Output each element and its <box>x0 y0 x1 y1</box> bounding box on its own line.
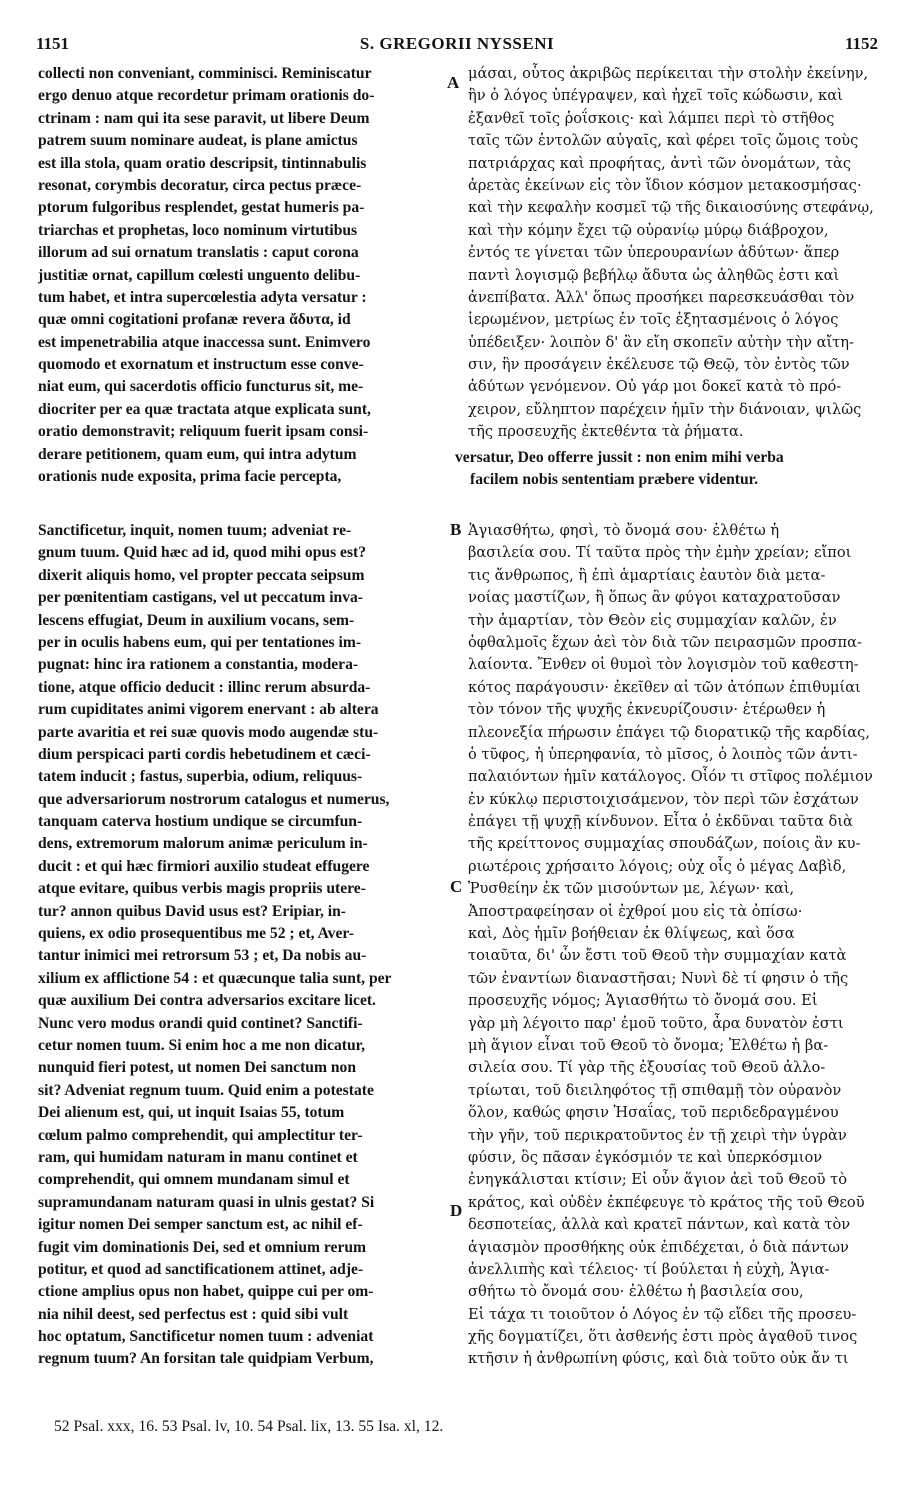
right-page-number: 1152 <box>844 34 878 53</box>
text-line: πατριάρχας καὶ προφήτας, ἀντὶ τῶν ὀνομάτων, τὰς <box>468 154 852 172</box>
text-line: que adversariorum nostrorum catalogus et numerus, <box>38 790 390 808</box>
text-line: ducit : et qui hæc firmiori auxilio studeat effugere <box>38 857 370 875</box>
text-line: per pœnitentiam castigans, vel ut peccatum inva- <box>38 589 364 607</box>
text-line: τῆς προσευχῆς ἐκτεθέντα τὰ ῥήματα. <box>468 423 744 441</box>
text-line: Ἁγιασθήτω, φησὶ, τὸ ὄνομά σου· ἐλθέτω ἡ <box>468 522 780 539</box>
text-line: τὴν ἁμαρτίαν, τὸν Θεὸν εἰς συμμαχίαν καλῶν, ἐν <box>468 611 837 629</box>
text-line: ἀνελλιπὴς καὶ τέλειος· τί βούλεται ἡ εὐχὴ, Ἁγια- <box>468 1260 830 1278</box>
text-line: γὰρ μὴ λέγοιτο παρ' ἐμοῦ τοῦτο, ἆρα δυνατὸν ἐστι <box>468 1014 844 1032</box>
text-line: quiens, ex odio prosequentibus me 52 ; et, Aver- <box>38 925 354 943</box>
text-line: νοίας μαστίζων, ἢ ὅπως ἂν φύγοι καταχρατοῦσαν <box>468 589 841 607</box>
text-line: ὑπέδειξεν· λοιπὸν δ' ἂν εἴη σκοπεῖν αὐτὴν τὴν αἴτη- <box>468 333 854 351</box>
text-line: potitur, et quod ad sanctificationem attinet, adje- <box>38 1260 364 1278</box>
text-line: τρίωται, τοῦ διειληφότος τῇ σπιθαμῇ τὸν οὐρανὸν <box>468 1081 842 1099</box>
text-line: φύσιν, ὃς πᾶσαν ἐγκόσμιόν τε καὶ ὑπερκόσμιον <box>468 1148 823 1166</box>
text-line: fugit vim dominationis Dei, sed et omnium rerum <box>38 1238 367 1256</box>
text-line: σθήτω τὸ ὄνομά σου· ἐλθέτω ἡ βασιλεία σου, <box>468 1283 804 1301</box>
text-line: καὶ, Δὸς ἡμῖν βοήθειαν ἐκ θλίψεως, καὶ ὅσα <box>468 925 795 943</box>
text-line: supramundanam naturam quasi in ulnis gestat? Si <box>38 1193 375 1211</box>
latin-column-top <box>38 63 443 488</box>
running-title: S. GREGORII NYSSENI <box>359 34 555 53</box>
text-line: est impenetrabilia atque inaccessa sunt. Enimvero <box>38 333 371 351</box>
text-line: ἀνεπίβατα. Ἀλλ' ὅπως προσήκει παρεσκευάσθαι τὸν <box>468 288 855 306</box>
text-line: Dei alienum est, qui, ut inquit Isaias 55, totum <box>38 1104 345 1122</box>
text-line: parte avaritia et rei suæ quovis modo augendæ stu- <box>38 723 379 741</box>
text-line: κτῆσιν ἡ ἀνθρωπίνη φύσις, καὶ διὰ τοῦτο οὐκ ἄν τι <box>468 1350 849 1368</box>
text-line: ὁ τῦφος, ἡ ὑπερηφανία, τὸ μῖσος, ὁ λοιπὸς τῶν ἀντι- <box>468 745 858 763</box>
text-line: καὶ τὴν κεφαλὴν κοσμεῖ τῷ τῆς δικαιοσύνης στεφάνῳ, <box>468 199 874 217</box>
text-line: τοιαῦτα, δι' ὧν ἔστι τοῦ Θεοῦ τὴν συμμαχίαν κατὰ <box>468 947 847 965</box>
text-line: sit? Adveniat regnum tuum. Quid enim a potestate <box>38 1081 374 1099</box>
text-line: tatem inducit ; fastus, superbia, odium, reliquus- <box>38 768 363 786</box>
text-line: τῆς κρείττονος συμμαχίας σπουδάζων, ποίοις ἂν κυ- <box>468 835 861 853</box>
text-line: καὶ τὴν κόμην ἔχει τῷ οὐρανίῳ μύρῳ διάβροχον, <box>468 221 829 239</box>
text-line: προσευχῆς νόμος; Ἁγιασθήτω τὸ ὄνομά σου. Εἰ <box>468 992 818 1010</box>
text-line: ταῖς τῶν ἐντολῶν αὐγαῖς, καὶ φέρει τοῖς ὤμοις τοὺς <box>468 132 859 150</box>
text-line: hoc optatum, Sanctificetur nomen tuum : adveniat <box>38 1328 374 1346</box>
text-line: per in oculis habens eum, qui per tentationes im- <box>38 633 362 651</box>
text-line: Sanctificetur, inquit, nomen tuum; adveniat re- <box>38 522 352 539</box>
text-line: dixerit aliquis homo, vel propter peccata seipsum <box>38 566 365 584</box>
text-line: quæ omni cogitationi profanæ revera ἄδυτα, id <box>38 311 351 329</box>
text-line: Εἰ τάχα τι τοιοῦτον ὁ Λόγος ἐν τῷ εἴδει τῆς προσευ- <box>468 1305 857 1323</box>
text-line: dium perspicaci parti cordis hebetudinem et cæci- <box>38 745 371 763</box>
text-line: nia nihil deest, sed perfectus est : quid sibi vult <box>38 1305 349 1323</box>
text-line: Ῥυσθείην ἐκ τῶν μισούντων με, λέγων· καὶ, <box>468 880 795 898</box>
text-line: niat eum, qui sacerdotis officio functurus sit, me- <box>38 378 364 396</box>
text-line: τῶν ἐναντίων διαναστῆσαι; Νυνὶ δὲ τί φησιν ὁ τῆς <box>468 969 849 987</box>
text-line: ἐνηγκάλισται κτίσιν; Εἰ οὖν ἅγιον ἀεὶ τοῦ Θεοῦ τὸ <box>468 1171 848 1189</box>
text-line: ptorum fulgoribus resplendet, gestat humeris pa- <box>38 199 365 217</box>
text-line: triarchas et prophetas, loco nominum virtutibus <box>38 221 358 239</box>
left-page-number: 1151 <box>36 34 70 53</box>
greek-column-main <box>468 520 878 1371</box>
text-line: ctione amplius opus non habet, quippe cui per om- <box>38 1283 374 1301</box>
text-line: χῆς δογματίζει, ὅτι ἀσθενής ἐστι πρὸς ἀγαθοῦ τινος <box>468 1328 858 1346</box>
text-line: justitiæ ornat, capillum cœlesti unguento delibu- <box>38 266 361 284</box>
text-line: ἐν κύκλῳ περιστοιχισάμενον, τὸν περὶ τῶν ἐσχάτων <box>468 790 859 808</box>
text-line: collecti non conveniant, comminisci. Reminiscatur <box>38 65 372 82</box>
text-line: tur? annon quibus David usus est? Eripiar, in- <box>38 902 346 920</box>
greek-column-top <box>468 63 878 444</box>
text-line: μὴ ἅγιον εἶναι τοῦ Θεοῦ τὸ ὄνομα; Ἐλθέτω ἡ βα- <box>468 1036 829 1054</box>
text-line: βασιλεία σου. Τί ταῦτα πρὸς τὴν ἐμὴν χρείαν; εἴποι <box>468 544 852 562</box>
text-line: παντὶ λογισμῷ βεβήλῳ ἄδυτα ὡς ἀληθῶς ἐστι καὶ <box>468 266 840 284</box>
text-line: ram, qui humidam naturam in manu continet et <box>38 1148 358 1166</box>
text-line: ἁγιασμὸν προσθήκης οὐκ ἐπιδέχεται, ὁ διὰ πάντων <box>468 1238 849 1256</box>
latin-column-main <box>38 520 443 1371</box>
text-line: ριωτέροις χρήσαιτο λόγοις; οὐχ οἷς ὁ μέγας Δαβὶδ, <box>468 857 847 875</box>
text-line: cetur nomen tuum. Si enim hoc a me non dicatur, <box>38 1036 366 1054</box>
text-line: κότος παράγουσιν· ἐκεῖθεν αἱ τῶν ἀτόπων ἐπιθυμίαι <box>468 678 861 696</box>
text-line: Nunc vero modus orandi quid continet? Sanctifi- <box>38 1014 363 1032</box>
text-line: quæ auxilium Dei contra adversarios excitare licet. <box>38 992 376 1010</box>
text-line: gnum tuum. Quid hæc ad id, quod mihi opus est? <box>38 544 367 562</box>
text-line: cœlum palmo comprehendit, qui amplectitur ter- <box>38 1126 363 1144</box>
section-marker-d: D <box>450 1201 463 1220</box>
text-line: igitur nomen Dei semper sanctum est, ac nihil ef- <box>38 1216 363 1234</box>
text-line: δεσποτείας, ἀλλὰ καὶ κρατεῖ πάντων, καὶ κατὰ τὸν <box>468 1216 851 1234</box>
text-line: patrem suum nominare audeat, is plane amictus <box>38 132 358 150</box>
text-line: xilium ex afflictione 54 : et quæcunque talia sunt, per <box>38 969 392 987</box>
text-line: ἣν ὁ λόγος ὑπέγραψεν, καὶ ἠχεῖ τοῖς κώδωσιν, καὶ <box>468 87 843 105</box>
text-line: tione, atque officio deducit : illinc rerum absurda- <box>38 678 371 696</box>
text-line: tum habet, et intra supercœlestia adyta versatur : <box>38 288 367 306</box>
text-line: diocriter per ea quæ tractata atque explicata sunt, <box>38 400 371 418</box>
text-line: κράτος, καὶ οὐδὲν ἐκπέφευγε τὸ κράτος τῆς τοῦ Θεοῦ <box>468 1193 865 1211</box>
text-line: atque evitare, quibus verbis magis propriis utere- <box>38 880 366 898</box>
text-line: orationis nude exposita, prima facie percepta, <box>38 468 342 486</box>
text-line: illorum ad sui ornatum translatis : caput corona <box>38 244 359 262</box>
text-line: τὴν γῆν, τοῦ περικρατοῦντος ἐν τῇ χειρὶ τὴν ὑγρὰν <box>468 1126 847 1144</box>
text-line: ergo denuo atque recordetur primam orationis do- <box>38 87 375 105</box>
text-line: ὀφθαλμοῖς ἔχων ἀεὶ τὸν διὰ τῶν πειρασμῶν προσπα- <box>468 633 862 651</box>
text-line: resonat, corymbis decoratur, circa pectus præce- <box>38 176 362 194</box>
page-header <box>36 34 878 58</box>
latin-continuation-line-2: facilem nobis sententiam præbere videntur. <box>470 471 759 488</box>
section-marker-a: A <box>447 73 460 92</box>
text-line: ἐντός τε γίνεται τῶν ὑπερουρανίων ἀδύτων· ἅπερ <box>468 244 840 262</box>
text-line: regnum tuum? An forsitan tale quidpiam Verbum, <box>38 1350 374 1368</box>
text-line: tantur inimici mei retrorsum 53 ; et, Da nobis au- <box>38 947 367 965</box>
text-line: σιλεία σου. Τί γὰρ τῆς ἐξουσίας τοῦ Θεοῦ ἀλλο- <box>468 1059 826 1077</box>
text-line: rum cupiditates animi vigorem enervant : ab altera <box>38 701 379 719</box>
text-line: λαίοντα. Ἔνθεν οἱ θυμοὶ τὸν λογισμὸν τοῦ καθεστη- <box>468 656 859 674</box>
text-line: dens, extremorum malorum animæ periculum in- <box>38 835 368 853</box>
section-marker-b: B <box>450 520 462 539</box>
text-line: oratio demonstravit; reliquum fuerit ipsam consi- <box>38 423 369 441</box>
text-line: τις ἄνθρωπος, ἢ ἐπὶ ἁμαρτίαις ἑαυτὸν διὰ μετα- <box>468 566 826 584</box>
latin-continuation-line-1: versatur, Deo offerre jussit : non enim mihi verba <box>455 449 784 466</box>
text-line: derare petitionem, quam eum, qui intra adytum <box>38 445 357 463</box>
text-line: ἀδύτων γενόμενον. Οὐ γάρ μοι δοκεῖ κατὰ τὸ πρό- <box>468 378 842 396</box>
text-line: ἱερωμένον, μετρίως ἐν τοῖς ἐξητασμένοις ὁ λόγος <box>468 311 839 329</box>
text-line: quomodo et exornatum et instructum esse conve- <box>38 356 364 374</box>
text-line: lescens effugiat, Deum in auxilium vocans, sem- <box>38 611 355 629</box>
text-line: χειρον, εὔληπτον παρέχειν ἡμῖν τὴν διάνοιαν, ψιλῶς <box>468 400 862 418</box>
text-line: τὸν τόνον τῆς ψυχῆς ἐκνευρίζουσιν· ἑτέρωθεν ἡ <box>468 701 826 719</box>
text-line: ὅλον, καθώς φησιν Ἡσαΐας, τοῦ περιδεδραγμένου <box>468 1104 839 1122</box>
text-line: παλαιόντων ἡμῖν κατάλογος. Οἷόν τι στῖφος πολέμιον <box>468 768 873 786</box>
text-line: ἐπάγει τῇ ψυχῇ κίνδυνον. Εἶτα ὁ ἐκδῦναι ταῦτα διὰ <box>468 813 853 831</box>
section-marker-c: C <box>450 877 463 896</box>
text-line: tanquam caterva hostium undique se circumfun- <box>38 813 363 831</box>
footnotes: 52 Psal. xxx, 16. 53 Psal. lv, 10. 54 Psal. lix, 13. 55 Isa. xl, 12. <box>54 1418 444 1435</box>
text-line: ctrinam : nam qui ita sese paravit, ut libere Deum <box>38 109 370 127</box>
text-line: comprehendit, qui omnem mundanam simul et <box>38 1171 350 1189</box>
text-line: μάσαι, οὗτος ἀκριβῶς περίκειται τὴν στολὴν ἐκείνην, <box>468 65 869 82</box>
text-line: ἐξανθεῖ τοῖς ῥοΐσκοις· καὶ λάμπει περὶ τὸ στῆθος <box>468 109 835 127</box>
text-line: πλεονεξία πήρωσιν ἐπάγει τῷ διορατικῷ τῆς καρδίας, <box>468 723 870 741</box>
text-line: est illa stola, quam oratio descripsit, tintinnabulis <box>38 154 367 172</box>
text-line: nunquid fieri potest, ut nomen Dei sanctum non <box>38 1059 356 1077</box>
text-line: pugnat: hinc ira rationem a constantia, modera- <box>38 656 359 674</box>
text-line: Ἀποστραφείησαν οἱ ἐχθροί μου εἰς τὰ ὀπίσω· <box>468 902 803 920</box>
text-line: ἀρετὰς ἐκείνων εἰς τὸν ἴδιον κόσμον μετακοσμήσας· <box>468 176 862 194</box>
text-line: σιν, ἣν προσάγειν ἐκέλευσε τῷ Θεῷ, τὸν ἐντὸς τῶν <box>468 356 850 374</box>
